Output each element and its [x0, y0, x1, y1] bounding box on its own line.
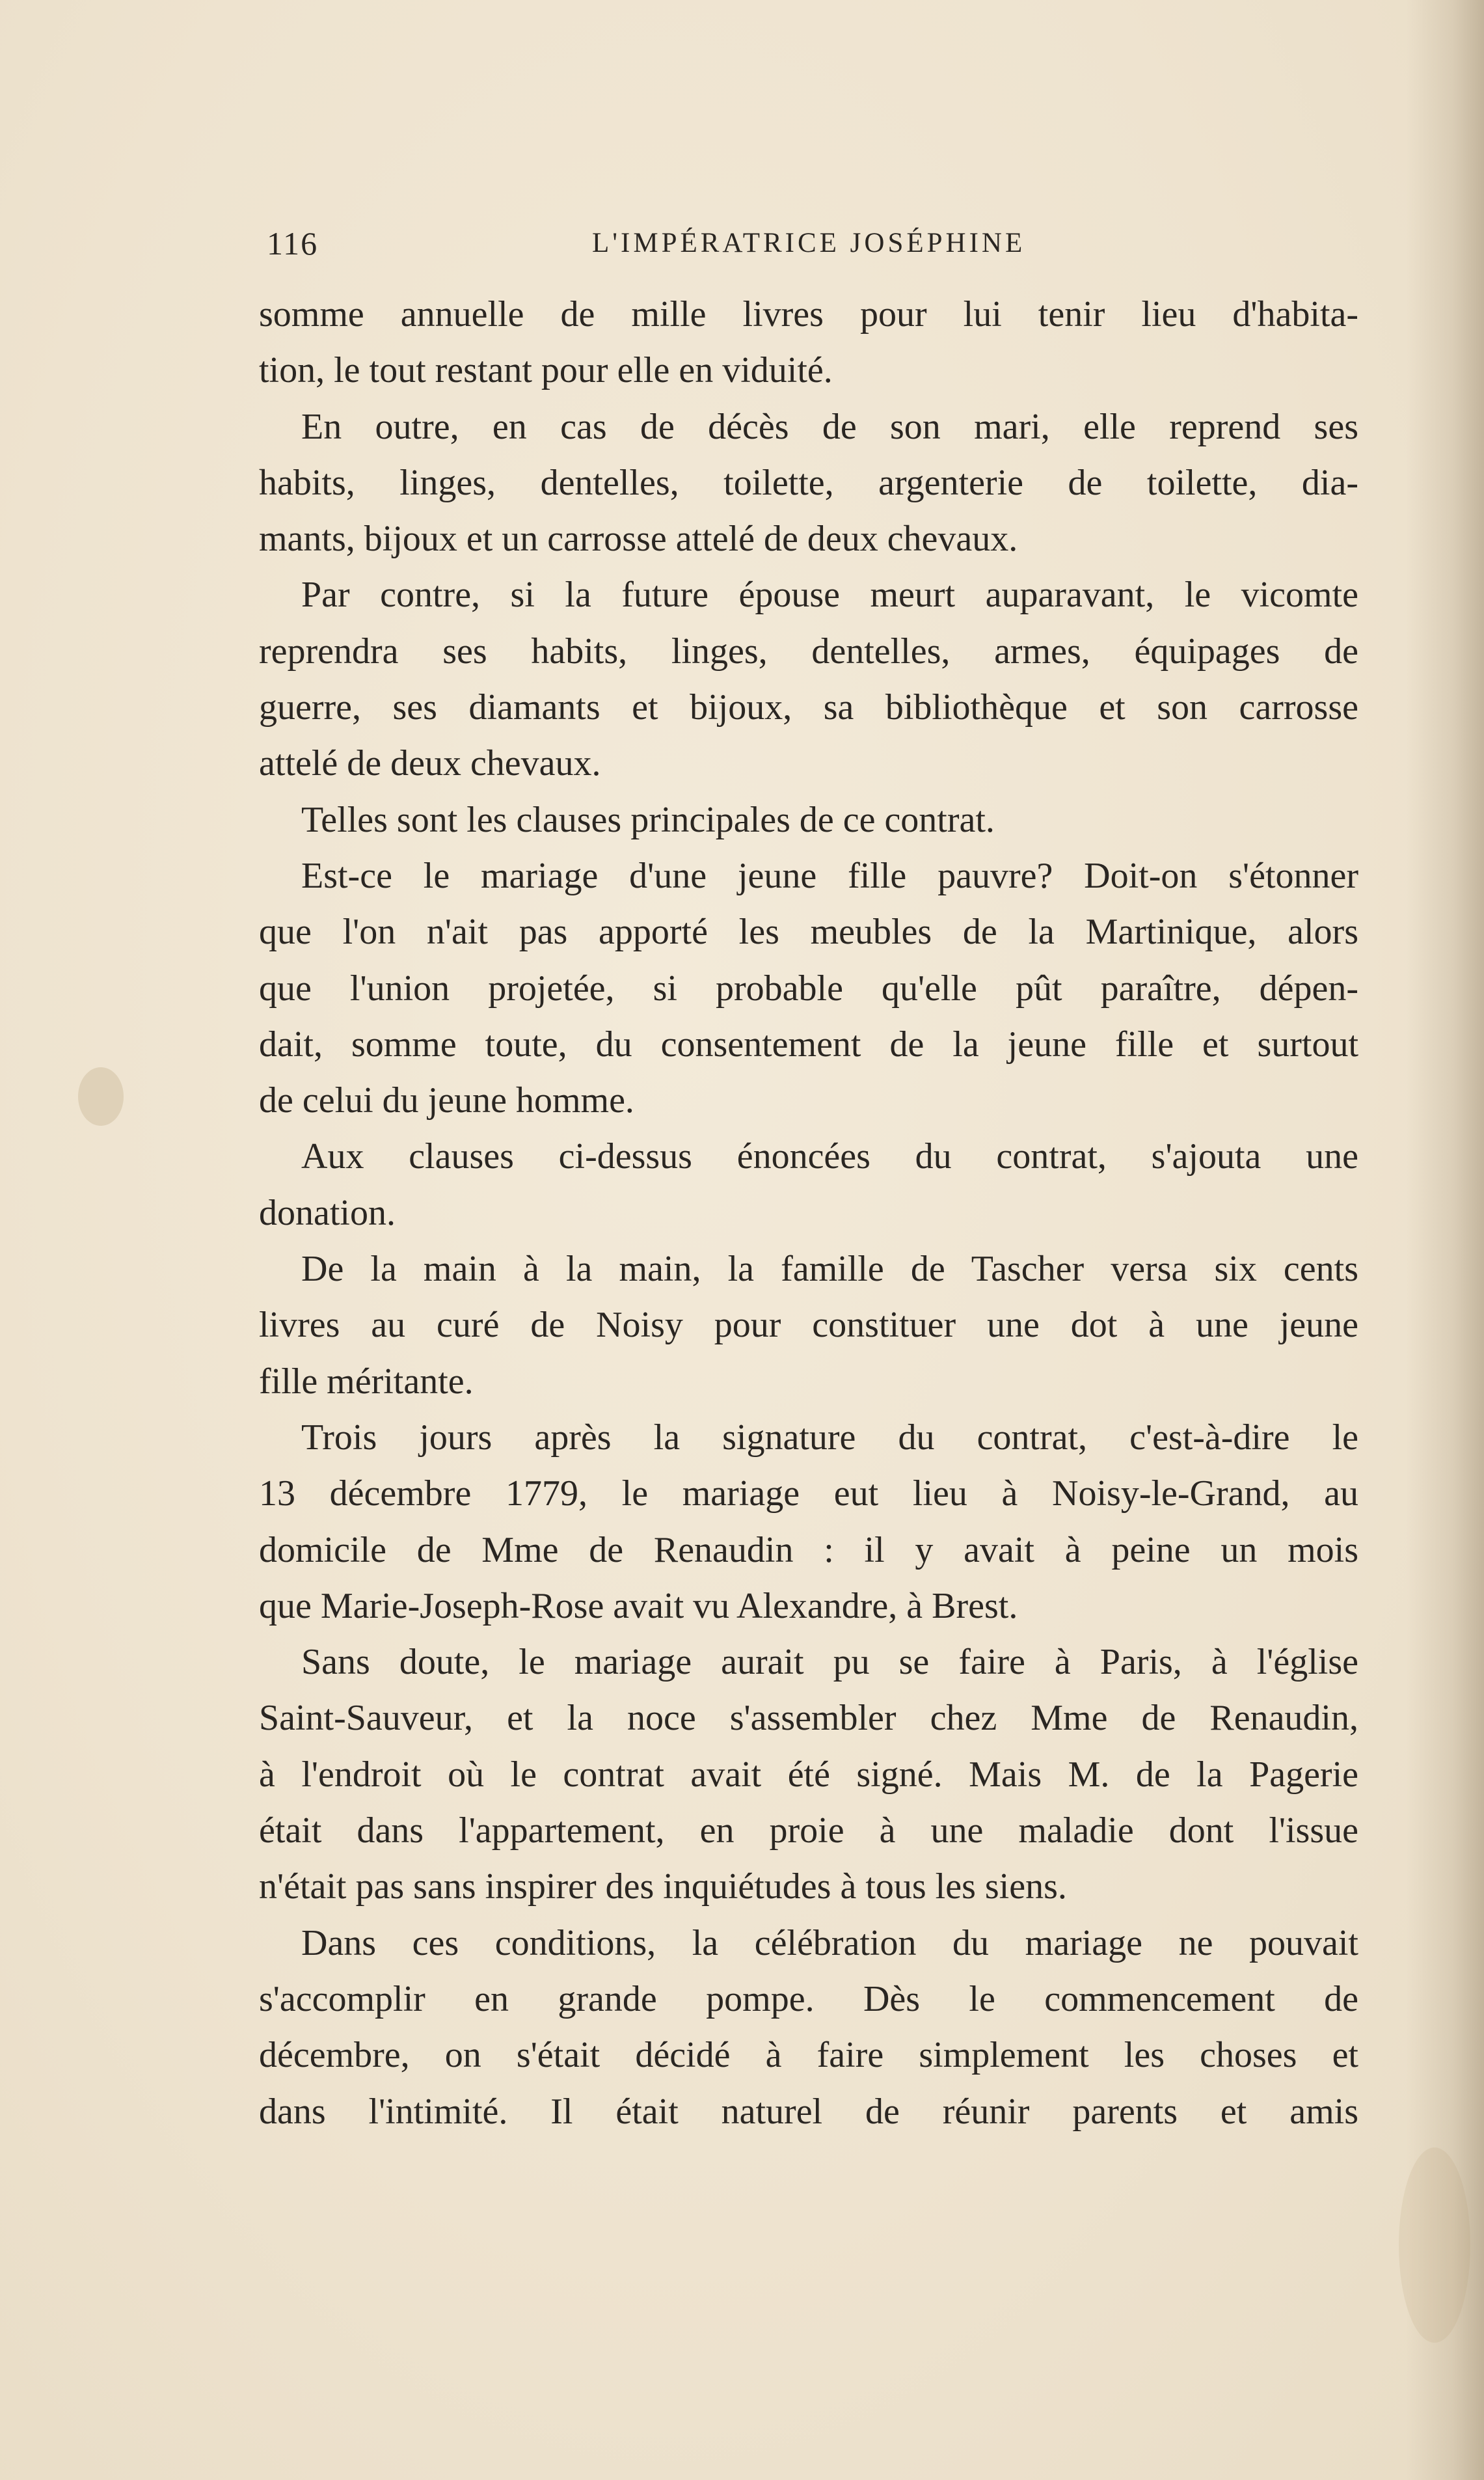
text-line: que l'on n'ait pas apporté les meubles de la Martinique, alors	[259, 912, 1358, 953]
foxing-spot	[1399, 2147, 1470, 2343]
page-edge-shadow	[1406, 0, 1484, 2480]
text-line: Sans doute, le mariage aurait pu se faire à Paris, à l'église	[301, 1642, 1358, 1683]
text-line: domicile de Mme de Renaudin : il y avait à peine un mois	[259, 1529, 1358, 1570]
text-line: En outre, en cas de décès de son mari, elle reprend ses	[301, 406, 1358, 447]
text-line: s'accomplir en grande pompe. Dès le commencement de	[259, 1978, 1358, 2019]
text-line: dait, somme toute, du consentement de la jeune fille et surtout	[259, 1024, 1358, 1065]
text-line: n'était pas sans inspirer des inquiétudes à tous les siens.	[259, 1866, 1067, 1907]
text-line: Aux clauses ci-dessus énoncées du contrat, s'ajouta une	[301, 1136, 1358, 1177]
text-line: habits, linges, dentelles, toilette, argenterie de toilette, dia-	[259, 462, 1358, 503]
text-line: Telles sont les clauses principales de ce contrat.	[301, 799, 995, 840]
foxing-spot	[78, 1067, 124, 1126]
text-line: à l'endroit où le contrat avait été signé. Mais M. de la Pagerie	[259, 1754, 1358, 1795]
text-line: De la main à la main, la famille de Tascher versa six cents	[301, 1249, 1358, 1290]
page-number: 116	[267, 225, 319, 262]
text-line: reprendra ses habits, linges, dentelles, armes, équipages de	[259, 631, 1358, 672]
text-line: tion, le tout restant pour elle en viduité.	[259, 350, 833, 391]
text-line: attelé de deux chevaux.	[259, 743, 601, 784]
text-line: livres au curé de Noisy pour constituer une dot à une jeune	[259, 1305, 1358, 1346]
text-line: était dans l'appartement, en proie à une maladie dont l'issue	[259, 1810, 1358, 1851]
text-line: Saint-Sauveur, et la noce s'assembler chez Mme de Renaudin,	[259, 1698, 1358, 1739]
text-line: Est-ce le mariage d'une jeune fille pauvre? Doit-on s'étonner	[301, 855, 1358, 896]
text-line: somme annuelle de mille livres pour lui tenir lieu d'habita-	[259, 294, 1358, 334]
text-line: 13 décembre 1779, le mariage eut lieu à Noisy-le-Grand, au	[259, 1473, 1358, 1514]
page-header	[267, 225, 1373, 270]
text-line: Dans ces conditions, la célébration du mariage ne pouvait	[301, 1922, 1358, 1963]
text-line: donation.	[259, 1192, 396, 1233]
text-line: Trois jours après la signature du contrat, c'est-à-dire le	[301, 1417, 1358, 1458]
body-text	[259, 286, 1358, 2140]
text-line: dans l'intimité. Il était naturel de réunir parents et amis	[259, 2091, 1358, 2132]
text-line: mants, bijoux et un carrosse attelé de deux chevaux.	[259, 519, 1018, 560]
text-line: guerre, ses diamants et bijoux, sa bibliothèque et son carrosse	[259, 687, 1358, 728]
running-title: L'IMPÉRATRICE JOSÉPHINE	[592, 228, 1026, 258]
text-line: que l'union projetée, si probable qu'elle pût paraître, dépen-	[259, 968, 1358, 1009]
text-line: Par contre, si la future épouse meurt auparavant, le vicomte	[301, 575, 1358, 616]
text-line: fille méritante.	[259, 1361, 474, 1402]
text-line: de celui du jeune homme.	[259, 1080, 634, 1121]
text-line: que Marie-Joseph-Rose avait vu Alexandre, à Brest.	[259, 1585, 1018, 1626]
text-line: décembre, on s'était décidé à faire simplement les choses et	[259, 2035, 1358, 2076]
